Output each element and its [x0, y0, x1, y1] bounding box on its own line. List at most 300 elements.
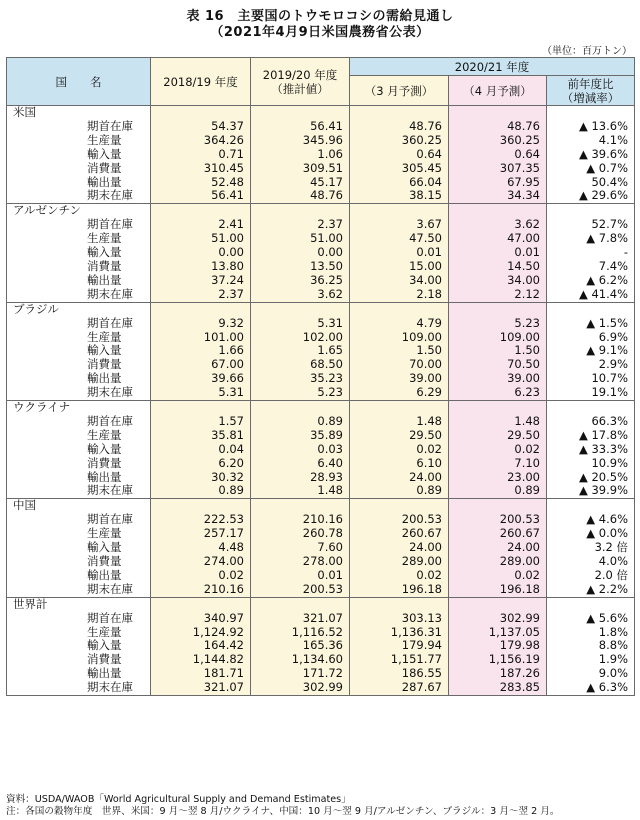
value-cell: 39.00 — [449, 372, 547, 386]
value-cell: 6.9% — [547, 331, 635, 345]
value-cell: 50.4% — [547, 176, 635, 190]
value-cell: 200.53 — [251, 583, 350, 597]
item-label: 期首在庫 — [87, 610, 133, 625]
empty-cell — [350, 499, 449, 513]
value-cell: 3.62 — [449, 218, 547, 232]
header-2019-20-line1: 2019/20 年度 — [262, 67, 338, 82]
value-cell: 66.3% — [547, 415, 635, 429]
value-cell: 13.50 — [251, 260, 350, 274]
value-cell: ▲ 4.6% — [547, 513, 635, 527]
table-row — [7, 331, 635, 345]
value-cell: ▲ 39.6% — [547, 148, 635, 162]
value-cell: 56.41 — [151, 189, 251, 203]
empty-cell — [151, 302, 251, 316]
table-row — [7, 527, 635, 541]
item-label: 期末在庫 — [7, 681, 151, 695]
value-cell: - — [547, 246, 635, 260]
value-cell: 1.48 — [350, 415, 449, 429]
value-cell: 210.16 — [251, 513, 350, 527]
value-cell: 36.25 — [251, 274, 350, 288]
value-cell: 0.00 — [251, 246, 350, 260]
table-row — [7, 443, 635, 457]
item-label: 輸入量 — [87, 245, 122, 260]
value-cell: 39.00 — [350, 372, 449, 386]
country-name: 世界計 — [13, 596, 48, 611]
country-name: アルゼンチン — [13, 203, 81, 218]
header-country: 国 名 — [7, 58, 151, 106]
value-cell: 1.50 — [350, 344, 449, 358]
value-cell: 302.99 — [251, 681, 350, 695]
value-cell: 210.16 — [151, 583, 251, 597]
value-cell: 1,156.19 — [449, 653, 547, 667]
header-april-forecast: （4 月予測） — [449, 76, 547, 106]
table-row — [7, 218, 635, 232]
country-row — [7, 597, 635, 611]
value-cell: 7.10 — [449, 457, 547, 471]
country-name: ウクライナ — [13, 400, 71, 415]
item-label: 生産量 — [87, 427, 122, 442]
table-row — [7, 162, 635, 176]
table-row — [7, 260, 635, 274]
value-cell: 289.00 — [350, 555, 449, 569]
value-cell: 2.37 — [251, 218, 350, 232]
item-label: 期末在庫 — [7, 583, 151, 597]
value-cell: 321.07 — [251, 612, 350, 626]
value-cell: 283.85 — [449, 681, 547, 695]
item-label: 消費量 — [87, 258, 122, 273]
value-cell: 56.41 — [251, 120, 350, 134]
value-cell: 321.07 — [151, 681, 251, 695]
empty-cell — [151, 106, 251, 120]
value-cell: 0.02 — [350, 569, 449, 583]
value-cell: 23.00 — [449, 471, 547, 485]
value-cell: 196.18 — [350, 583, 449, 597]
value-cell: 34.00 — [350, 274, 449, 288]
value-cell: ▲ 20.5% — [547, 471, 635, 485]
header-yoy-line1: 前年度比 — [567, 76, 614, 91]
table-row — [7, 386, 635, 400]
value-cell: 24.00 — [449, 541, 547, 555]
value-cell: 360.25 — [350, 134, 449, 148]
value-cell: 47.50 — [350, 232, 449, 246]
table-row — [7, 583, 635, 597]
value-cell: 0.02 — [350, 443, 449, 457]
item-label: 消費量 — [87, 554, 122, 568]
item-label: 輸出量 — [87, 666, 122, 681]
value-cell: ▲ 41.4% — [547, 288, 635, 302]
value-cell: 307.35 — [449, 162, 547, 176]
value-cell: 34.34 — [449, 189, 547, 203]
table-row — [7, 639, 635, 653]
value-cell: 0.02 — [151, 569, 251, 583]
table-row — [7, 653, 635, 667]
value-cell: 52.48 — [151, 176, 251, 190]
value-cell: 310.45 — [151, 162, 251, 176]
empty-cell — [151, 597, 251, 611]
value-cell: 200.53 — [350, 513, 449, 527]
item-label: 期首在庫 — [87, 217, 133, 232]
empty-cell — [251, 302, 350, 316]
value-cell: 164.42 — [151, 639, 251, 653]
value-cell: 15.00 — [350, 260, 449, 274]
value-cell: ▲ 6.3% — [547, 681, 635, 695]
item-label: 輸入量 — [87, 638, 122, 653]
value-cell: 0.00 — [151, 246, 251, 260]
value-cell: 187.26 — [449, 667, 547, 681]
empty-cell — [251, 401, 350, 415]
empty-cell — [449, 204, 547, 218]
empty-cell — [449, 302, 547, 316]
value-cell: 68.50 — [251, 358, 350, 372]
value-cell: 0.04 — [151, 443, 251, 457]
header-yoy-line2: （増減率） — [561, 90, 620, 105]
value-cell: 364.26 — [151, 134, 251, 148]
value-cell: 35.89 — [251, 429, 350, 443]
value-cell: 1,137.05 — [449, 626, 547, 640]
empty-cell — [449, 499, 547, 513]
header-2019-20-line2: （推計値） — [271, 81, 329, 96]
value-cell: 38.15 — [350, 189, 449, 203]
empty-cell — [350, 401, 449, 415]
value-cell: ▲ 9.1% — [547, 344, 635, 358]
value-cell: 5.23 — [251, 386, 350, 400]
notes — [6, 794, 560, 818]
value-cell: 179.94 — [350, 639, 449, 653]
value-cell: 0.01 — [449, 246, 547, 260]
table-row — [7, 484, 635, 498]
value-cell: 360.25 — [449, 134, 547, 148]
value-cell: 2.41 — [151, 218, 251, 232]
value-cell: 305.45 — [350, 162, 449, 176]
value-cell: ▲ 1.5% — [547, 317, 635, 331]
value-cell: 24.00 — [350, 541, 449, 555]
empty-cell — [251, 499, 350, 513]
value-cell: 7.60 — [251, 541, 350, 555]
table-row — [7, 232, 635, 246]
value-cell: 2.12 — [449, 288, 547, 302]
empty-cell — [350, 302, 449, 316]
value-cell: 1,116.52 — [251, 626, 350, 640]
value-cell: 222.53 — [151, 513, 251, 527]
empty-cell — [350, 204, 449, 218]
value-cell: 1.48 — [449, 415, 547, 429]
table-subtitle: （2021年4月9日米国農務省公表） — [210, 25, 430, 40]
country-row — [7, 302, 635, 316]
empty-cell — [449, 401, 547, 415]
country-name: 中国 — [13, 498, 36, 513]
empty-cell — [547, 106, 635, 120]
footnote: 注：各国の穀物年度 世界、米国：9 月～翌 8 月/ウクライナ、中国：10 月～翌 9 月/アルゼンチン、ブラジル：3 月～翌 2 月。 — [6, 806, 560, 817]
empty-cell — [151, 401, 251, 415]
value-cell: 10.7% — [547, 372, 635, 386]
value-cell: 274.00 — [151, 555, 251, 569]
value-cell: ▲ 7.8% — [547, 232, 635, 246]
table-row — [7, 176, 635, 190]
value-cell: 6.40 — [251, 457, 350, 471]
value-cell: 200.53 — [449, 513, 547, 527]
value-cell: 67.95 — [449, 176, 547, 190]
supply-demand-table — [6, 57, 635, 696]
item-label: 期首在庫 — [87, 315, 133, 330]
value-cell: 2.0 倍 — [547, 569, 635, 583]
empty-cell — [547, 302, 635, 316]
value-cell: 10.9% — [547, 457, 635, 471]
value-cell: 24.00 — [350, 471, 449, 485]
value-cell: 35.81 — [151, 429, 251, 443]
item-label: 生産量 — [87, 132, 122, 147]
value-cell: 45.17 — [251, 176, 350, 190]
value-cell: 287.67 — [350, 681, 449, 695]
value-cell: 4.79 — [350, 317, 449, 331]
value-cell: ▲ 0.0% — [547, 527, 635, 541]
item-label: 期末在庫 — [7, 288, 151, 302]
value-cell: 66.04 — [350, 176, 449, 190]
table-row — [7, 541, 635, 555]
empty-cell — [547, 204, 635, 218]
empty-cell — [151, 499, 251, 513]
empty-cell — [449, 597, 547, 611]
value-cell: 0.02 — [449, 569, 547, 583]
value-cell: 179.98 — [449, 639, 547, 653]
table-row — [7, 415, 635, 429]
table-row — [7, 246, 635, 260]
country-row — [7, 401, 635, 415]
value-cell: 29.50 — [449, 429, 547, 443]
value-cell: 0.71 — [151, 148, 251, 162]
table-row — [7, 274, 635, 288]
value-cell: 4.0% — [547, 555, 635, 569]
value-cell: 1,124.92 — [151, 626, 251, 640]
value-cell: 3.62 — [251, 288, 350, 302]
value-cell: 289.00 — [449, 555, 547, 569]
value-cell: 5.23 — [449, 317, 547, 331]
table-row — [7, 189, 635, 203]
value-cell: 5.31 — [251, 317, 350, 331]
value-cell: 1.66 — [151, 344, 251, 358]
value-cell: 302.99 — [449, 612, 547, 626]
value-cell: 171.72 — [251, 667, 350, 681]
value-cell: 48.76 — [350, 120, 449, 134]
value-cell: 70.50 — [449, 358, 547, 372]
value-cell: 39.66 — [151, 372, 251, 386]
value-cell: 1.8% — [547, 626, 635, 640]
value-cell: 1.50 — [449, 344, 547, 358]
value-cell: 3.67 — [350, 218, 449, 232]
header-yoy — [547, 76, 635, 106]
value-cell: 7.4% — [547, 260, 635, 274]
value-cell: 186.55 — [350, 667, 449, 681]
value-cell: ▲ 0.7% — [547, 162, 635, 176]
value-cell: 260.67 — [449, 527, 547, 541]
empty-cell — [547, 401, 635, 415]
value-cell: 102.00 — [251, 331, 350, 345]
item-label: 輸出量 — [87, 174, 122, 189]
item-label: 生産量 — [87, 526, 122, 541]
value-cell: ▲ 6.2% — [547, 274, 635, 288]
value-cell: 19.1% — [547, 386, 635, 400]
value-cell: 0.89 — [151, 484, 251, 498]
value-cell: 3.2 倍 — [547, 541, 635, 555]
value-cell: 181.71 — [151, 667, 251, 681]
value-cell: 52.7% — [547, 218, 635, 232]
value-cell: 0.01 — [350, 246, 449, 260]
value-cell: 1,151.77 — [350, 653, 449, 667]
value-cell: 6.20 — [151, 457, 251, 471]
value-cell: 54.37 — [151, 120, 251, 134]
value-cell: 48.76 — [251, 189, 350, 203]
unit-label: （単位：百万トン） — [542, 46, 632, 57]
table-row — [7, 148, 635, 162]
value-cell: 0.89 — [350, 484, 449, 498]
value-cell: 6.29 — [350, 386, 449, 400]
item-label: 生産量 — [87, 329, 122, 344]
header-2020-21: 2020/21 年度 — [350, 58, 635, 76]
value-cell: 0.03 — [251, 443, 350, 457]
country-name: ブラジル — [13, 301, 59, 316]
value-cell: 196.18 — [449, 583, 547, 597]
table-row — [7, 120, 635, 134]
empty-cell — [449, 106, 547, 120]
value-cell: ▲ 2.2% — [547, 583, 635, 597]
table-row — [7, 513, 635, 527]
value-cell: 260.67 — [350, 527, 449, 541]
table-row — [7, 681, 635, 695]
header-2019-20 — [251, 58, 350, 106]
item-label: 期末在庫 — [7, 386, 151, 400]
item-label: 消費量 — [87, 357, 122, 372]
value-cell: 0.89 — [449, 484, 547, 498]
value-cell: 0.01 — [251, 569, 350, 583]
item-label: 輸出量 — [87, 469, 122, 484]
value-cell: 28.93 — [251, 471, 350, 485]
value-cell: 260.78 — [251, 527, 350, 541]
value-cell: 257.17 — [151, 527, 251, 541]
value-cell: 1.06 — [251, 148, 350, 162]
table-row — [7, 358, 635, 372]
value-cell: 37.24 — [151, 274, 251, 288]
value-cell: 6.10 — [350, 457, 449, 471]
header-march-forecast: （3 月予測） — [350, 76, 449, 106]
table-row — [7, 569, 635, 583]
empty-cell — [547, 597, 635, 611]
value-cell: 9.32 — [151, 317, 251, 331]
table-row — [7, 555, 635, 569]
item-label: 消費量 — [87, 160, 122, 175]
value-cell: 303.13 — [350, 612, 449, 626]
value-cell: 1,136.31 — [350, 626, 449, 640]
value-cell: 1,134.60 — [251, 653, 350, 667]
value-cell: 9.0% — [547, 667, 635, 681]
value-cell: ▲ 13.6% — [547, 120, 635, 134]
item-label: 輸入量 — [87, 146, 122, 161]
value-cell: ▲ 29.6% — [547, 189, 635, 203]
table-row — [7, 429, 635, 443]
table-row — [7, 471, 635, 485]
value-cell: 70.00 — [350, 358, 449, 372]
value-cell: 109.00 — [350, 331, 449, 345]
value-cell: 6.23 — [449, 386, 547, 400]
value-cell: 1,144.82 — [151, 653, 251, 667]
item-label: 輸出量 — [87, 567, 122, 582]
item-label: 期首在庫 — [87, 118, 133, 133]
item-label: 消費量 — [87, 652, 122, 667]
item-label: 輸入量 — [87, 540, 122, 555]
value-cell: 101.00 — [151, 331, 251, 345]
value-cell: 0.02 — [449, 443, 547, 457]
value-cell: 29.50 — [350, 429, 449, 443]
value-cell: 13.80 — [151, 260, 251, 274]
value-cell: 1.65 — [251, 344, 350, 358]
table-row — [7, 134, 635, 148]
value-cell: 2.37 — [151, 288, 251, 302]
value-cell: 345.96 — [251, 134, 350, 148]
value-cell: 340.97 — [151, 612, 251, 626]
table-row — [7, 667, 635, 681]
table-title: 表 16 主要国のトウモロコシの需給見通し — [186, 9, 454, 24]
country-row — [7, 204, 635, 218]
value-cell: 4.48 — [151, 541, 251, 555]
value-cell: ▲ 5.6% — [547, 612, 635, 626]
item-label: 期末在庫 — [7, 189, 151, 203]
value-cell: 278.00 — [251, 555, 350, 569]
value-cell: 67.00 — [151, 358, 251, 372]
header-2018-19: 2018/19 年度 — [151, 58, 251, 106]
empty-cell — [251, 597, 350, 611]
item-label: 消費量 — [87, 455, 122, 470]
empty-cell — [350, 106, 449, 120]
value-cell: 0.64 — [449, 148, 547, 162]
empty-cell — [151, 204, 251, 218]
value-cell: 14.50 — [449, 260, 547, 274]
value-cell: 5.31 — [151, 386, 251, 400]
value-cell: 1.9% — [547, 653, 635, 667]
item-label: 生産量 — [87, 231, 122, 246]
item-label: 生産量 — [87, 624, 122, 639]
value-cell: ▲ 17.8% — [547, 429, 635, 443]
value-cell: 51.00 — [151, 232, 251, 246]
table-row — [7, 457, 635, 471]
table-row — [7, 612, 635, 626]
value-cell: 1.57 — [151, 415, 251, 429]
value-cell: 30.32 — [151, 471, 251, 485]
empty-cell — [251, 106, 350, 120]
value-cell: ▲ 33.3% — [547, 443, 635, 457]
table-row — [7, 626, 635, 640]
country-name: 米国 — [13, 105, 36, 119]
table-row — [7, 288, 635, 302]
empty-cell — [350, 597, 449, 611]
item-label: 輸出量 — [87, 371, 122, 386]
item-label: 期末在庫 — [7, 484, 151, 498]
value-cell: 48.76 — [449, 120, 547, 134]
empty-cell — [251, 204, 350, 218]
item-label: 輸出量 — [87, 272, 122, 287]
item-label: 期首在庫 — [87, 413, 133, 428]
value-cell: 0.89 — [251, 415, 350, 429]
value-cell: 34.00 — [449, 274, 547, 288]
value-cell: 8.8% — [547, 639, 635, 653]
table-row — [7, 372, 635, 386]
item-label: 輸入量 — [87, 441, 122, 456]
country-row — [7, 106, 635, 120]
value-cell: 51.00 — [251, 232, 350, 246]
value-cell: 4.1% — [547, 134, 635, 148]
source-note: 資料：USDA/WAOB「World Agricultural Supply and Demand Estimates」 — [6, 794, 351, 805]
value-cell: 35.23 — [251, 372, 350, 386]
country-row — [7, 499, 635, 513]
value-cell: 1.48 — [251, 484, 350, 498]
value-cell: 0.64 — [350, 148, 449, 162]
